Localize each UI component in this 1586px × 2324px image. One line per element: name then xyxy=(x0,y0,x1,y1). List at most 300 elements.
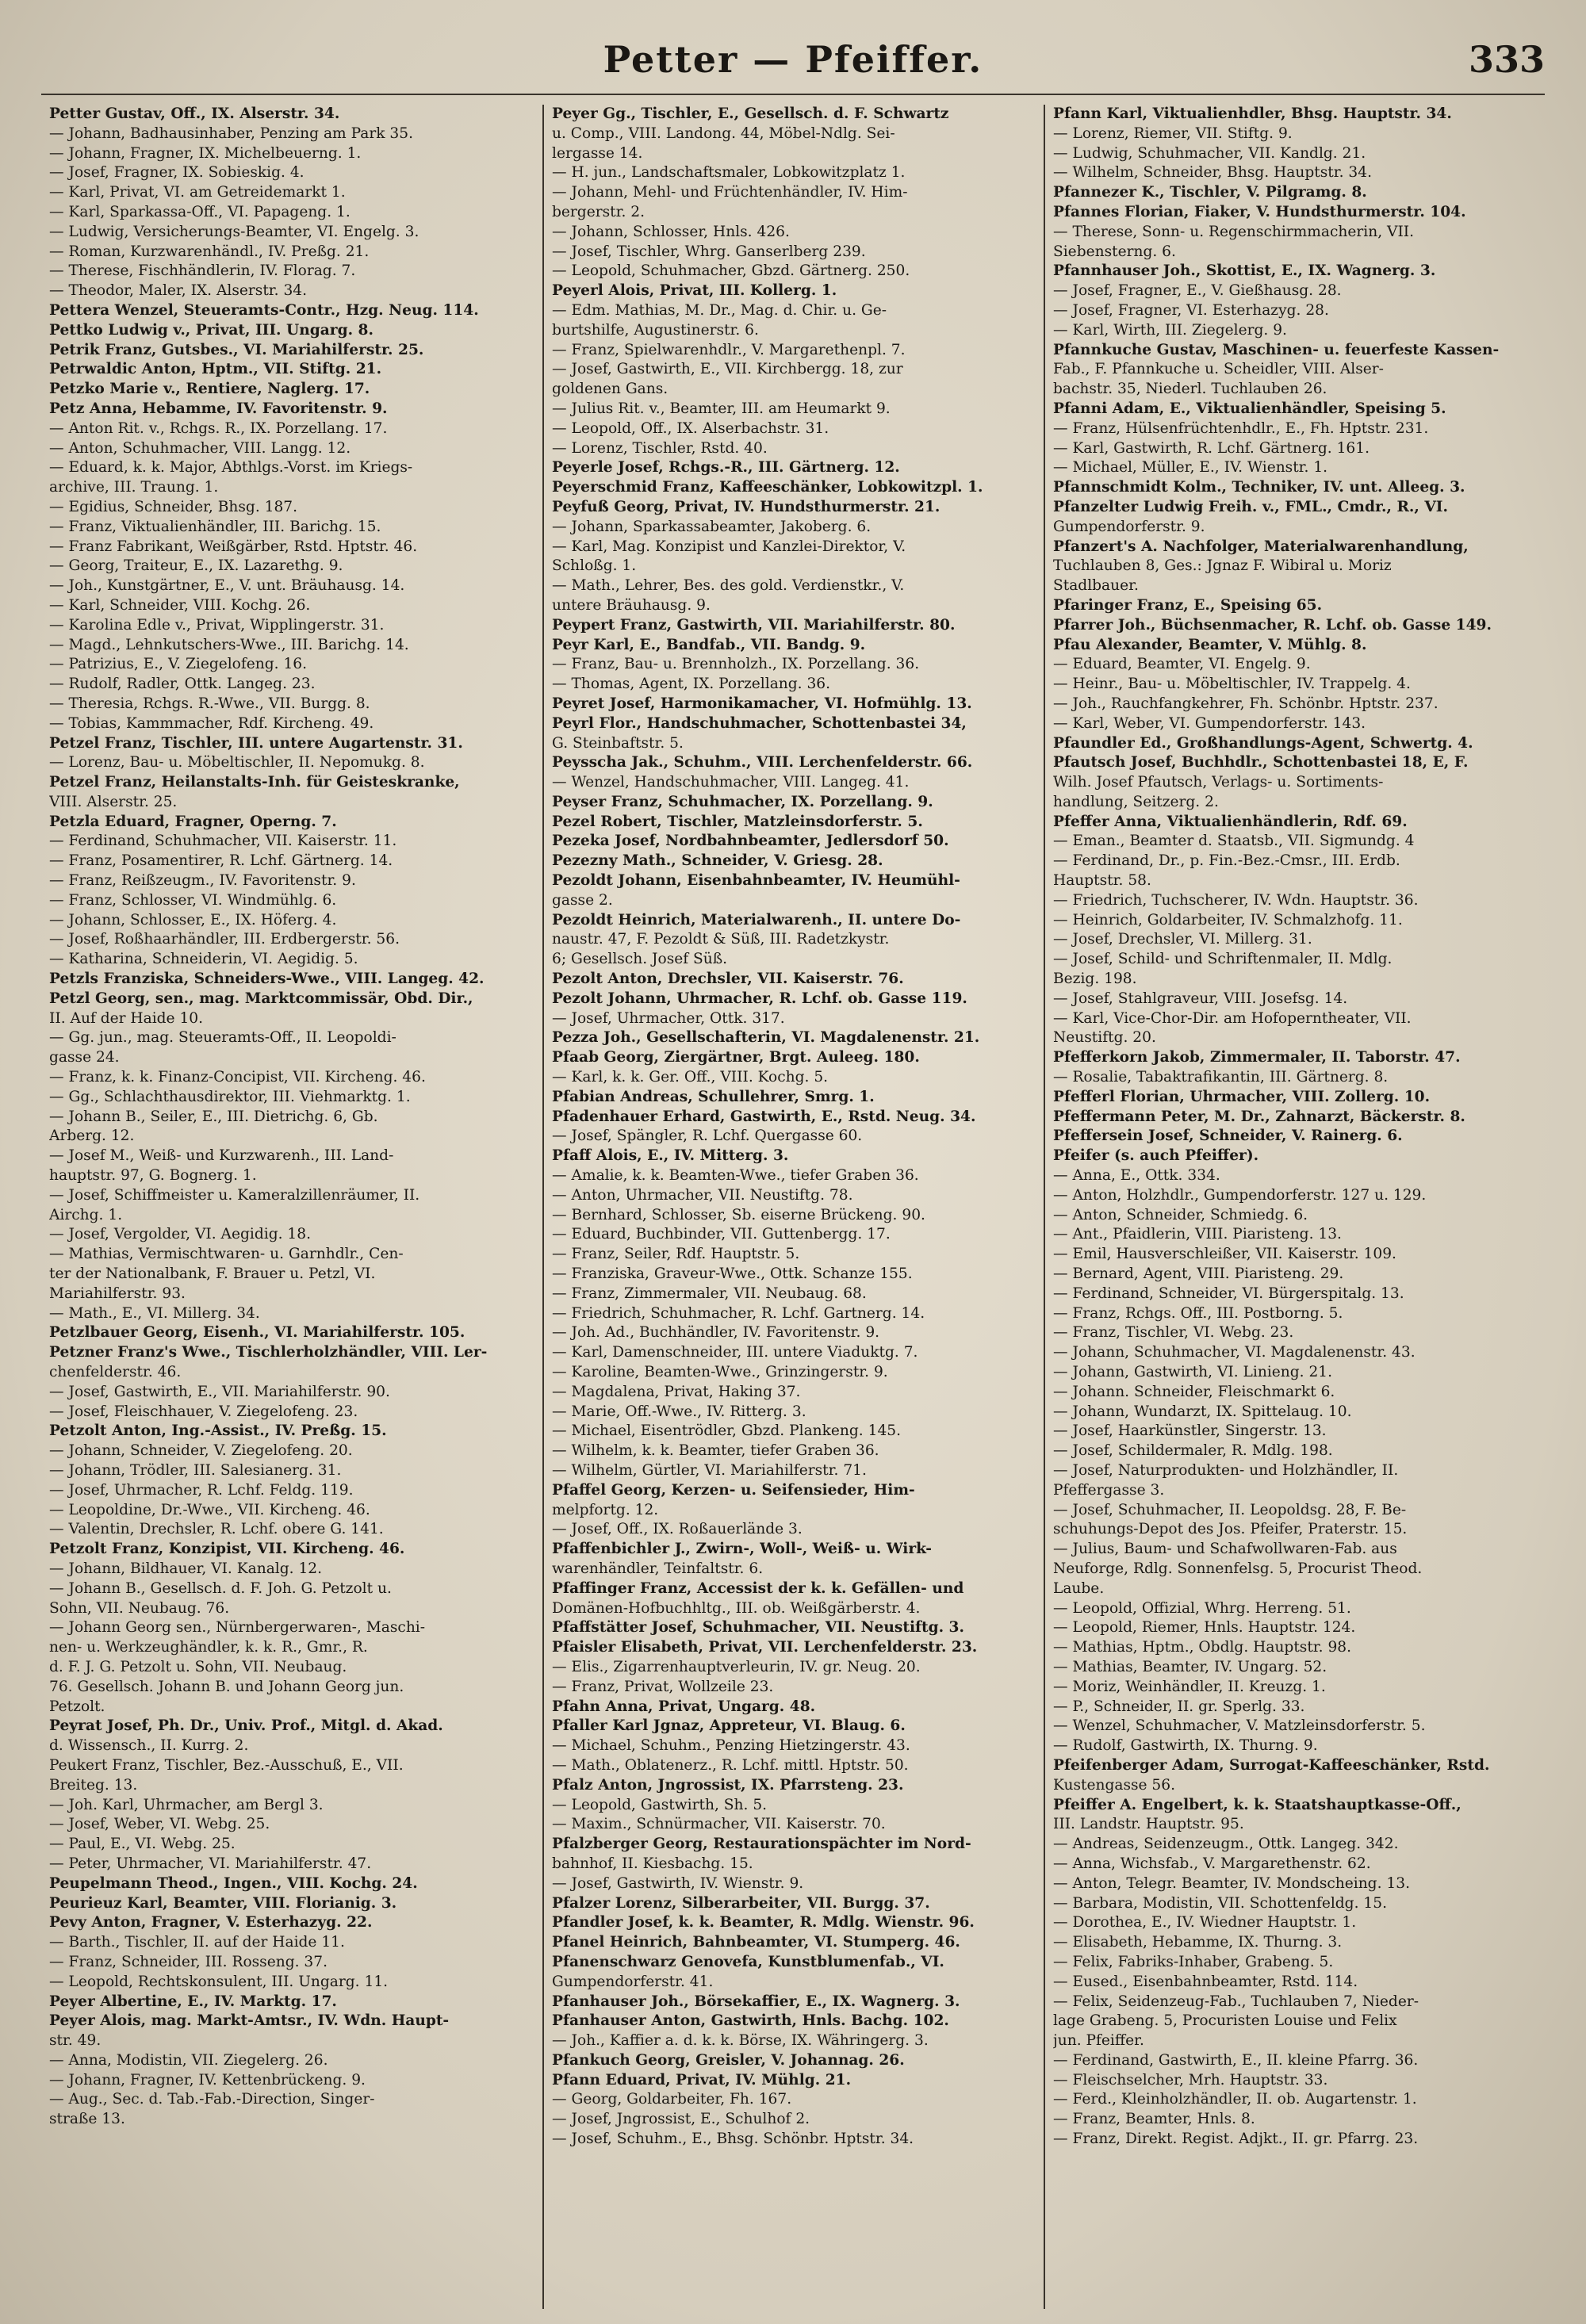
directory-entry: — Johann, Schlosser, E., IX. Höferg. 4. xyxy=(49,911,337,928)
directory-entry: — Marie, Off.-Wwe., IV. Ritterg. 3. xyxy=(552,1403,806,1420)
directory-entry: Pezza Joh., Gesellschafterin, VI. Magdalenenstr. 21. xyxy=(552,1029,980,1047)
directory-entry: — Wenzel, Schuhmacher, V. Matzleinsdorferstr. 5. xyxy=(1053,1717,1426,1735)
directory-entry: — Georg, Traiteur, E., IX. Lazarethg. 9. xyxy=(49,557,343,575)
directory-entry: Pezel Robert, Tischler, Matzleinsdorferstr. 5. xyxy=(552,813,923,830)
directory-entry: — Andreas, Seidenzeugm., Ottk. Langeg. 342. xyxy=(1053,1836,1399,1853)
directory-entry: Peyser Franz, Schuhmacher, IX. Porzellang. 9. xyxy=(552,793,933,810)
directory-entry: — Heinrich, Goldarbeiter, IV. Schmalzhofg. 11. xyxy=(1053,911,1403,928)
directory-entry: Pfalzer Lorenz, Silberarbeiter, VII. Burgg. 37. xyxy=(552,1894,930,1912)
directory-entry: Petzls Franziska, Schneiders-Wwe., VIII. Langeg. 42. xyxy=(49,971,485,988)
directory-entry: — Franz, Privat, Wollzeile 23. xyxy=(552,1678,774,1695)
directory-entry: — Barbara, Modistin, VII. Schottenfeldg. 15. xyxy=(1053,1894,1387,1912)
directory-entry: gasse 24. xyxy=(49,1049,120,1066)
directory-entry: 76. Gesellsch. Johann B. und Johann Georg jun. xyxy=(49,1678,404,1695)
directory-entry: handlung, Seitzerg. 2. xyxy=(1053,793,1219,810)
directory-entry: — Mathias, Vermischtwaren- u. Garnhdlr., Cen- xyxy=(49,1246,404,1263)
directory-entry: — Josef, Spängler, R. Lchf. Quergasse 60. xyxy=(552,1128,863,1145)
directory-entry: — Lorenz, Bau- u. Möbeltischler, II. Nepomukg. 8. xyxy=(49,754,425,771)
directory-entry: Peysscha Jak., Schuhm., VIII. Lerchenfelderstr. 66. xyxy=(552,754,973,771)
directory-entry: — Johann Georg sen., Nürnbergerwaren-, Maschi- xyxy=(49,1619,426,1637)
directory-entry: — Leopold, Gastwirth, Sh. 5. xyxy=(552,1796,768,1813)
directory-entry: — Johann, Badhausinhaber, Penzing am Park 35. xyxy=(49,124,413,142)
directory-entry: Breiteg. 13. xyxy=(49,1776,138,1794)
directory-entry: — Franz, Schneider, III. Rosseng. 37. xyxy=(49,1953,328,1970)
directory-entry: Pfabian Andreas, Schullehrer, Smrg. 1. xyxy=(552,1088,875,1105)
directory-entry: — Johann, Trödler, III. Salesianerg. 31. xyxy=(49,1461,342,1479)
directory-entry: Laube. xyxy=(1053,1579,1105,1597)
directory-entry: — Josef, Tischler, Whrg. Ganserlberg 239. xyxy=(552,243,866,260)
directory-entry: — Egidius, Schneider, Bhsg. 187. xyxy=(49,498,298,515)
directory-entry: — Josef, Uhrmacher, R. Lchf. Feldg. 119. xyxy=(49,1481,354,1499)
directory-entry: Pfaisler Elisabeth, Privat, VII. Lerchenfelderstr. 23. xyxy=(552,1639,978,1656)
directory-entry: — Moriz, Weinhändler, II. Kreuzg. 1. xyxy=(1053,1678,1326,1695)
directory-entry: — Josef, Off., IX. Roßauerlände 3. xyxy=(552,1521,803,1538)
directory-entry: Peyret Josef, Harmonikamacher, VI. Hofmühlg. 13. xyxy=(552,695,972,712)
directory-entry: — Anton, Uhrmacher, VII. Neustiftg. 78. xyxy=(552,1186,853,1204)
directory-entry: Peyrat Josef, Ph. Dr., Univ. Prof., Mitgl. d. Akad. xyxy=(49,1717,443,1735)
directory-entry: Pfanhauser Anton, Gastwirth, Hnls. Bachg. 102. xyxy=(552,2012,949,2030)
directory-entry: — Felix, Seidenzeug-Fab., Tuchlauben 7, Nieder- xyxy=(1053,1993,1419,2010)
page-header xyxy=(41,32,1545,95)
directory-entry: — Anna, E., Ottk. 334. xyxy=(1053,1167,1220,1185)
directory-entry: Pfann Eduard, Privat, IV. Mühlg. 21. xyxy=(552,2071,852,2089)
directory-entry: — Josef, Stahlgraveur, VIII. Josefsg. 14. xyxy=(1053,990,1348,1007)
directory-entry: — Karl, Privat, VI. am Getreidemarkt 1. xyxy=(49,184,346,201)
directory-entry: Petzner Franz's Wwe., Tischlerholzhändler, VIII. Ler- xyxy=(49,1344,488,1361)
directory-entry: Pfefferl Florian, Uhrmacher, VIII. Zollerg. 10. xyxy=(1053,1088,1431,1105)
directory-entry: — Franz, Tischler, VI. Webg. 23. xyxy=(1053,1324,1294,1342)
directory-entry: — Johann, Mehl- und Früchtenhändler, IV. Him- xyxy=(552,184,908,201)
directory-entry: — Leopold, Schuhmacher, Gbzd. Gärtnerg. 250. xyxy=(552,262,910,280)
directory-entry: Sohn, VII. Neubaug. 76. xyxy=(49,1599,230,1617)
directory-entry: Peyer Gg., Tischler, E., Gesellsch. d. F. Schwartz xyxy=(552,105,949,122)
directory-entry: Pfann Karl, Viktualienhdler, Bhsg. Hauptstr. 34. xyxy=(1053,105,1452,122)
directory-entry: — Bernard, Agent, VIII. Piaristeng. 29. xyxy=(1053,1265,1344,1283)
directory-entry: — Franz, Bau- u. Brennholzh., IX. Porzellang. 36. xyxy=(552,656,920,673)
directory-entry: — Johann. Schneider, Fleischmarkt 6. xyxy=(1053,1383,1335,1400)
directory-entry: — Johann, Schlosser, Hnls. 426. xyxy=(552,223,790,240)
directory-entry: — Wilhelm, k. k. Beamter, tiefer Graben 36. xyxy=(552,1442,879,1460)
directory-entry: — Dorothea, E., IV. Wiedner Hauptstr. 1. xyxy=(1053,1914,1357,1932)
directory-entry: Peyerl Alois, Privat, III. Kollerg. 1. xyxy=(552,282,837,300)
directory-entry: — Elis., Zigarrenhauptverleurin, IV. gr. Neug. 20. xyxy=(552,1658,921,1675)
directory-entry: Pfeffergasse 3. xyxy=(1053,1481,1165,1499)
directory-entry: Pfaringer Franz, E., Speising 65. xyxy=(1053,596,1323,614)
directory-entry: — Wenzel, Handschuhmacher, VIII. Langeg. 41. xyxy=(552,774,910,791)
directory-entry: — Johann, Schneider, V. Ziegelofeng. 20. xyxy=(49,1442,353,1460)
directory-entry: — Johann, Gastwirth, VI. Linieng. 21. xyxy=(1053,1364,1333,1380)
directory-entry: Pfau Alexander, Beamter, V. Mühlg. 8. xyxy=(1053,636,1367,653)
directory-entry: Pfeffersein Josef, Schneider, V. Rainerg. 6. xyxy=(1053,1128,1403,1145)
directory-entry: Petzolt. xyxy=(49,1698,105,1715)
directory-entry: Pfannezer K., Tischler, V. Pilgramg. 8. xyxy=(1053,184,1367,201)
directory-entry: — Heinr., Bau- u. Möbeltischler, IV. Trappelg. 4. xyxy=(1053,676,1411,693)
directory-entry: — Ferdinand, Schneider, VI. Bürgerspitalg. 13. xyxy=(1053,1285,1404,1302)
directory-entry: — Eused., Eisenbahnbeamter, Rstd. 114. xyxy=(1053,1973,1358,1990)
directory-entry: Bezig. 198. xyxy=(1053,971,1137,988)
directory-entry: Pfarrer Joh., Büchsenmacher, R. Lchf. ob. Gasse 149. xyxy=(1053,616,1492,634)
directory-entry: — Franz, Posamentirer, R. Lchf. Gärtnerg. 14. xyxy=(49,852,393,870)
directory-entry: Pfankuch Georg, Greisler, V. Johannag. 26. xyxy=(552,2051,905,2069)
directory-entry: — Josef, Drechsler, VI. Millerg. 31. xyxy=(1053,931,1312,948)
directory-entry: — Franziska, Graveur-Wwe., Ottk. Schanze 155. xyxy=(552,1265,913,1283)
directory-entry: — Franz, Schlosser, VI. Windmühlg. 6. xyxy=(49,891,337,909)
directory-entry: Pfanzert's A. Nachfolger, Materialwarenhandlung, xyxy=(1053,538,1469,555)
directory-entry: Peurieuz Karl, Beamter, VIII. Florianig. 3. xyxy=(49,1894,397,1912)
directory-entry: Petzla Eduard, Fragner, Operng. 7. xyxy=(49,813,337,830)
directory-entry: Gumpendorferstr. 41. xyxy=(552,1973,714,1990)
directory-entry: — Josef, Fragner, E., V. Gießhausg. 28. xyxy=(1053,282,1342,300)
column-3 xyxy=(1044,105,1545,2309)
directory-entry: — Anton, Schneider, Schmiedg. 6. xyxy=(1053,1206,1308,1223)
directory-entry: Pfaffstätter Josef, Schuhmacher, VII. Neustiftg. 3. xyxy=(552,1619,964,1637)
directory-entry: — Lorenz, Tischler, Rstd. 40. xyxy=(552,439,768,457)
directory-entry: Pevy Anton, Fragner, V. Esterhazyg. 22. xyxy=(49,1914,373,1932)
directory-entry: — Josef, Roßhaarhändler, III. Erdbergerstr. 56. xyxy=(49,931,400,948)
directory-entry: — Wilhelm, Gürtler, VI. Mariahilferstr. 71. xyxy=(552,1461,867,1479)
directory-entry: — Franz, Spielwarenhdlr., V. Margarethenpl. 7. xyxy=(552,341,906,358)
directory-entry: — Eduard, Beamter, VI. Engelg. 9. xyxy=(1053,656,1311,673)
directory-entry: — Rosalie, Tabaktrafikantin, III. Gärtnerg. 8. xyxy=(1053,1069,1389,1086)
directory-entry: — Johann B., Gesellsch. d. F. Joh. G. Petzolt u. xyxy=(49,1579,392,1597)
directory-entry: — Josef M., Weiß- und Kurzwarenh., III. Land- xyxy=(49,1147,394,1165)
directory-entry: — Karl, Weber, VI. Gumpendorferstr. 143. xyxy=(1053,714,1366,732)
directory-entry: — Mathias, Beamter, IV. Ungarg. 52. xyxy=(1053,1658,1327,1675)
directory-entry: Pfaffenbichler J., Zwirn-, Woll-, Weiß- u. Wirk- xyxy=(552,1541,932,1558)
directory-entry: — Roman, Kurzwarenhändl., IV. Preßg. 21. xyxy=(49,243,370,260)
directory-entry: Tuchlauben 8, Ges.: Jgnaz F. Wibiral u. Moriz xyxy=(1053,557,1392,575)
directory-entry: untere Bräuhausg. 9. xyxy=(552,596,711,614)
directory-entry: Pfaab Georg, Ziergärtner, Brgt. Auleeg. 180. xyxy=(552,1049,920,1066)
directory-columns xyxy=(41,105,1545,2309)
directory-entry: — Leopoldine, Dr.-Wwe., VII. Kircheng. 46. xyxy=(49,1501,370,1518)
directory-entry: — Emil, Hausverschleißer, VII. Kaiserstr. 109. xyxy=(1053,1246,1396,1263)
directory-entry: Pezoldt Johann, Eisenbahnbeamter, IV. Heumühl- xyxy=(552,872,960,890)
directory-entry: archive, III. Traung. 1. xyxy=(49,479,219,496)
directory-entry: — Math., Lehrer, Bes. des gold. Verdienstkr., V. xyxy=(552,577,905,595)
directory-entry: — Josef, Haarkünstler, Singerstr. 13. xyxy=(1053,1422,1327,1440)
directory-entry: Pezezny Math., Schneider, V. Griesg. 28. xyxy=(552,852,883,870)
directory-entry: Airchg. 1. xyxy=(49,1206,123,1223)
directory-entry: — Eduard, Buchbinder, VII. Guttenbergg. 17. xyxy=(552,1226,891,1243)
directory-entry: — Josef, Schuhmacher, II. Leopoldsg. 28, F. Be- xyxy=(1053,1501,1407,1518)
directory-entry: Peyfuß Georg, Privat, IV. Hundsthurmerstr. 21. xyxy=(552,498,940,515)
directory-entry: ter der Nationalbank, F. Brauer u. Petzl, VI. xyxy=(49,1265,376,1283)
directory-entry: — Josef, Uhrmacher, Ottk. 317. xyxy=(552,1009,785,1027)
directory-entry: — Anton Rit. v., Rchgs. R., IX. Porzellang. 17. xyxy=(49,419,388,437)
directory-entry: — Julius, Baum- und Schafwollwaren-Fab. aus xyxy=(1053,1541,1397,1558)
directory-entry: Pfanzelter Ludwig Freih. v., FML., Cmdr., R., VI. xyxy=(1053,498,1448,515)
directory-entry: — Johann, Fragner, IX. Michelbeuerng. 1. xyxy=(49,144,362,162)
directory-entry: lergasse 14. xyxy=(552,144,643,162)
directory-entry: Peupelmann Theod., Ingen., VIII. Kochg. 24. xyxy=(49,1874,418,1892)
directory-entry: — Barth., Tischler, II. auf der Haide 11. xyxy=(49,1934,345,1951)
directory-entry: — Josef, Schild- und Schriftenmaler, II. Mdlg. xyxy=(1053,951,1393,968)
directory-entry: — Karl, Mag. Konzipist und Kanzlei-Direktor, V. xyxy=(552,538,906,555)
directory-entry: — Franz, Hülsenfrüchtenhdlr., E., Fh. Hptstr. 231. xyxy=(1053,419,1429,437)
directory-entry: — Josef, Weber, VI. Webg. 25. xyxy=(49,1816,270,1833)
directory-entry: — Josef, Vergolder, VI. Aegidig. 18. xyxy=(49,1226,311,1243)
directory-entry: Pfannschmidt Kolm., Techniker, IV. unt. Alleeg. 3. xyxy=(1053,479,1465,496)
directory-entry: — Peter, Uhrmacher, VI. Mariahilferstr. 47. xyxy=(49,1855,372,1872)
directory-entry: — Johann, Schuhmacher, VI. Magdalenenstr. 43. xyxy=(1053,1344,1416,1361)
directory-entry: Petzlbauer Georg, Eisenh., VI. Mariahilferstr. 105. xyxy=(49,1324,465,1342)
directory-entry: Pfanenschwarz Genovefa, Kunstblumenfab., VI. xyxy=(552,1953,944,1970)
directory-entry: Pfaff Alois, E., IV. Mitterg. 3. xyxy=(552,1147,789,1165)
directory-entry: — Josef, Fleischhauer, V. Ziegelofeng. 23. xyxy=(49,1403,358,1420)
directory-entry: Pfadenhauer Erhard, Gastwirth, E., Rstd. Neug. 34. xyxy=(552,1108,976,1125)
directory-entry: lage Grabeng. 5, Procuristen Louise und Felix xyxy=(1053,2012,1397,2030)
directory-entry: — Lorenz, Riemer, VII. Stiftg. 9. xyxy=(1053,124,1293,142)
directory-entry: — Friedrich, Schuhmacher, R. Lchf. Gartnerg. 14. xyxy=(552,1304,925,1322)
directory-entry: Pfaundler Ed., Großhandlungs-Agent, Schwertg. 4. xyxy=(1053,734,1473,752)
directory-entry: — Leopold, Riemer, Hnls. Hauptstr. 124. xyxy=(1053,1619,1356,1637)
directory-entry: — Tobias, Kammmacher, Rdf. Kircheng. 49. xyxy=(49,714,374,732)
directory-entry: — Rudolf, Gastwirth, IX. Thurng. 9. xyxy=(1053,1737,1318,1755)
directory-entry: Pezolt Johann, Uhrmacher, R. Lchf. ob. Gasse 119. xyxy=(552,990,967,1007)
directory-entry: — Johann, Wundarzt, IX. Spittelaug. 10. xyxy=(1053,1403,1352,1420)
directory-entry: III. Landstr. Hauptstr. 95. xyxy=(1053,1816,1244,1833)
directory-entry: — Bernhard, Schlosser, Sb. eiserne Brückeng. 90. xyxy=(552,1206,925,1223)
directory-entry: — Karolina Edle v., Privat, Wipplingerstr. 31. xyxy=(49,616,385,634)
directory-entry: — Aug., Sec. d. Tab.-Fab.-Direction, Singer- xyxy=(49,2091,375,2108)
directory-entry: Schloßg. 1. xyxy=(552,557,637,575)
directory-entry: — Ferdinand, Gastwirth, E., II. kleine Pfarrg. 36. xyxy=(1053,2051,1419,2069)
directory-entry: nen- u. Werkzeughändler, k. k. R., Gmr., R. xyxy=(49,1639,368,1656)
directory-entry: — Franz, Rchgs. Off., III. Postborng. 5. xyxy=(1053,1304,1343,1322)
directory-entry: Arberg. 12. xyxy=(49,1128,135,1145)
directory-entry: — Johann, Fragner, IV. Kettenbrückeng. 9. xyxy=(49,2071,366,2089)
directory-entry: — Josef, Schuhm., E., Bhsg. Schönbr. Hptstr. 34. xyxy=(552,2131,914,2148)
directory-entry: — P., Schneider, II. gr. Sperlg. 33. xyxy=(1053,1698,1305,1715)
directory-entry: — Math., E., VI. Millerg. 34. xyxy=(49,1304,260,1322)
directory-entry: — Patrizius, E., V. Ziegelofeng. 16. xyxy=(49,656,308,673)
directory-entry: bahnhof, II. Kiesbachg. 15. xyxy=(552,1855,753,1872)
directory-entry: Peyr Karl, E., Bandfab., VII. Bandg. 9. xyxy=(552,636,866,653)
directory-entry: Mariahilferstr. 93. xyxy=(49,1285,186,1302)
directory-entry: — Joh. Ad., Buchhändler, IV. Favoritenstr. 9. xyxy=(552,1324,880,1342)
directory-entry: Fab., F. Pfannkuche u. Scheidler, VIII. Alser- xyxy=(1053,361,1384,378)
directory-entry: — Karl, k. k. Ger. Off., VIII. Kochg. 5. xyxy=(552,1069,829,1086)
directory-entry: Pfeifenberger Adam, Surrogat-Kaffeeschänker, Rstd. xyxy=(1053,1756,1490,1774)
directory-entry: — Johann, Sparkassabeamter, Jakoberg. 6. xyxy=(552,518,872,535)
directory-entry: Pezolt Anton, Drechsler, VII. Kaiserstr. 76. xyxy=(552,971,904,988)
directory-entry: bachstr. 35, Niederl. Tuchlauben 26. xyxy=(1053,381,1327,398)
directory-entry: chenfelderstr. 46. xyxy=(49,1364,182,1380)
directory-entry: Petzel Franz, Heilanstalts-Inh. für Geisteskranke, xyxy=(49,774,460,791)
directory-entry: schuhungs-Depot des Jos. Pfeifer, Praterstr. 15. xyxy=(1053,1521,1408,1538)
directory-entry: Pfanel Heinrich, Bahnbeamter, VI. Stumperg. 46. xyxy=(552,1934,960,1951)
directory-entry: Petzl Georg, sen., mag. Marktcommissär, Obd. Dir., xyxy=(49,990,473,1007)
directory-entry: — Karl, Schneider, VIII. Kochg. 26. xyxy=(49,596,311,614)
directory-entry: — Ferd., Kleinholzhändler, II. ob. Augartenstr. 1. xyxy=(1053,2091,1417,2108)
directory-entry: Pfeffer Anna, Viktualienhändlerin, Rdf. 69. xyxy=(1053,813,1408,830)
directory-entry: II. Auf der Haide 10. xyxy=(49,1009,204,1027)
directory-entry: — Karl, Gastwirth, R. Lchf. Gärtnerg. 161. xyxy=(1053,439,1370,457)
directory-entry: — Ferdinand, Dr., p. Fin.-Bez.-Cmsr., III. Erdb. xyxy=(1053,852,1400,870)
directory-entry: Pfaffel Georg, Kerzen- u. Seifensieder, Him- xyxy=(552,1481,915,1499)
directory-entry: — Franz, Zimmermaler, VII. Neubaug. 68. xyxy=(552,1285,867,1302)
directory-entry: Petrwaldic Anton, Hptm., VII. Stiftg. 21. xyxy=(49,361,382,378)
directory-entry: Pfahn Anna, Privat, Ungarg. 48. xyxy=(552,1698,816,1715)
directory-entry: Pfanni Adam, E., Viktualienhändler, Speising 5. xyxy=(1053,400,1446,417)
directory-entry: Neuforge, Rdlg. Sonnenfelsg. 5, Procurist Theod. xyxy=(1053,1560,1423,1577)
directory-entry: — Joh., Kunstgärtner, E., V. unt. Bräuhausg. 14. xyxy=(49,577,405,595)
directory-entry: — Joh., Kaffier a. d. k. k. Börse, IX. Währingerg. 3. xyxy=(552,2032,929,2050)
directory-entry: Pettko Ludwig v., Privat, III. Ungarg. 8. xyxy=(49,321,374,339)
directory-entry: naustr. 47, F. Pezoldt & Süß, III. Radetzkystr. xyxy=(552,931,890,948)
directory-entry: melpfortg. 12. xyxy=(552,1501,659,1518)
directory-entry: Pezeka Josef, Nordbahnbeamter, Jedlersdorf 50. xyxy=(552,833,949,850)
directory-entry: — Franz, Reißzeugm., IV. Favoritenstr. 9. xyxy=(49,872,356,890)
directory-entry: bergerstr. 2. xyxy=(552,203,646,220)
directory-entry: straße 13. xyxy=(49,2111,125,2128)
directory-entry: — Magd., Lehnkutschers-Wwe., III. Barichg. 14. xyxy=(49,636,409,653)
directory-entry: — Ant., Pfaidlerin, VIII. Piaristeng. 13. xyxy=(1053,1226,1342,1243)
directory-entry: — Theresia, Rchgs. R.-Wwe., VII. Burgg. 8. xyxy=(49,695,370,712)
directory-entry: Pettera Wenzel, Steueramts-Contr., Hzg. Neug. 114. xyxy=(49,301,479,319)
directory-entry: — Georg, Goldarbeiter, Fh. 167. xyxy=(552,2091,792,2108)
directory-entry: — Karl, Sparkassa-Off., VI. Papageng. 1. xyxy=(49,203,351,220)
directory-entry: Petzel Franz, Tischler, III. untere Augartenstr. 31. xyxy=(49,734,463,752)
directory-entry: u. Comp., VIII. Landong. 44, Möbel-Ndlg. Sei- xyxy=(552,124,895,142)
directory-entry: — Josef, Fragner, IX. Sobieskig. 4. xyxy=(49,164,305,182)
directory-entry: — Ferdinand, Schuhmacher, VII. Kaiserstr. 11. xyxy=(49,833,397,850)
directory-entry: hauptstr. 97, G. Bognerg. 1. xyxy=(49,1167,257,1185)
directory-entry: — Anton, Schuhmacher, VIII. Langg. 12. xyxy=(49,439,351,457)
column-1 xyxy=(41,105,542,2309)
directory-entry: Hauptstr. 58. xyxy=(1053,872,1151,890)
directory-entry: — Edm. Mathias, M. Dr., Mag. d. Chir. u. Ge- xyxy=(552,301,887,319)
directory-entry: — Franz, k. k. Finanz-Concipist, VII. Kircheng. 46. xyxy=(49,1069,426,1086)
directory-entry: Gumpendorferstr. 9. xyxy=(1053,518,1205,535)
directory-entry: Petzolt Anton, Ing.-Assist., IV. Preßg. 15. xyxy=(49,1422,387,1440)
directory-entry: Petrik Franz, Gutsbes., VI. Mariahilferstr. 25. xyxy=(49,341,424,358)
directory-entry: — Josef, Jngrossist, E., Schulhof 2. xyxy=(552,2111,810,2128)
directory-entry: goldenen Gans. xyxy=(552,381,668,398)
directory-entry: Domänen-Hofbuchhltg., III. ob. Weißgärberstr. 4. xyxy=(552,1599,921,1617)
directory-entry: d. Wissensch., II. Kurrg. 2. xyxy=(49,1737,249,1755)
directory-entry: Peyer Albertine, E., IV. Marktg. 17. xyxy=(49,1993,337,2010)
directory-entry: — Johann, Bildhauer, VI. Kanalg. 12. xyxy=(49,1560,323,1577)
directory-entry: Pezoldt Heinrich, Materialwarenh., II. untere Do- xyxy=(552,911,961,928)
directory-entry: — Friedrich, Tuchscherer, IV. Wdn. Hauptstr. 36. xyxy=(1053,891,1419,909)
directory-entry: — Michael, Müller, E., IV. Wienstr. 1. xyxy=(1053,459,1328,477)
directory-entry: burtshilfe, Augustinerstr. 6. xyxy=(552,321,759,339)
directory-entry: — Josef, Gastwirth, E., VII. Mariahilferstr. 90. xyxy=(49,1383,390,1400)
directory-entry: — Karoline, Beamten-Wwe., Grinzingerstr. 9. xyxy=(552,1364,888,1380)
directory-entry: — Mathias, Hptm., Obdlg. Hauptstr. 98. xyxy=(1053,1639,1352,1656)
directory-entry: — Fleischselcher, Mrh. Hauptstr. 33. xyxy=(1053,2071,1328,2089)
directory-entry: — Joh. Karl, Uhrmacher, am Bergl 3. xyxy=(49,1796,324,1813)
directory-entry: — Josef, Gastwirth, E., VII. Kirchbergg. 18, zur xyxy=(552,361,903,378)
directory-entry: — Rudolf, Radler, Ottk. Langeg. 23. xyxy=(49,676,316,693)
directory-entry: — Eman., Beamter d. Staatsb., VII. Sigmundg. 4 xyxy=(1053,833,1415,850)
directory-entry: d. F. J. G. Petzolt u. Sohn, VII. Neubaug. xyxy=(49,1658,347,1675)
directory-entry: Pfannes Florian, Fiaker, V. Hundsthurmerstr. 104. xyxy=(1053,203,1466,220)
directory-entry: Petzko Marie v., Rentiere, Naglerg. 17. xyxy=(49,381,370,398)
directory-entry: — Gg. jun., mag. Steueramts-Off., II. Leopoldi- xyxy=(49,1029,396,1047)
directory-entry: — Amalie, k. k. Beamten-Wwe., tiefer Graben 36. xyxy=(552,1167,919,1185)
directory-entry: — Michael, Eisentrödler, Gbzd. Plankeng. 145. xyxy=(552,1422,902,1440)
directory-entry: — Franz, Beamter, Hnls. 8. xyxy=(1053,2111,1255,2128)
directory-entry: — Johann B., Seiler, E., III. Dietrichg. 6, Gb. xyxy=(49,1108,378,1125)
directory-entry: — Anna, Wichsfab., V. Margarethenstr. 62. xyxy=(1053,1855,1371,1872)
directory-entry: — Leopold, Off., IX. Alserbachstr. 31. xyxy=(552,419,829,437)
directory-entry: — Leopold, Rechtskonsulent, III. Ungarg. 11. xyxy=(49,1973,389,1990)
directory-entry: — Ludwig, Versicherungs-Beamter, VI. Engelg. 3. xyxy=(49,223,419,240)
directory-entry: Pfaller Karl Jgnaz, Appreteur, VI. Blaug. 6. xyxy=(552,1717,906,1735)
directory-entry: — Josef, Naturprodukten- und Holzhändler, II. xyxy=(1053,1461,1399,1479)
directory-entry: Stadlbauer. xyxy=(1053,577,1139,595)
directory-entry: Siebensterng. 6. xyxy=(1053,243,1176,260)
directory-entry: Neustiftg. 20. xyxy=(1053,1029,1156,1047)
directory-entry: Petz Anna, Hebamme, IV. Favoritenstr. 9. xyxy=(49,400,388,417)
directory-entry: — Felix, Fabriks-Inhaber, Grabeng. 5. xyxy=(1053,1953,1334,1970)
directory-entry: — Michael, Schuhm., Penzing Hietzingerstr. 43. xyxy=(552,1737,910,1755)
directory-entry: — Eduard, k. k. Major, Abthlgs.-Vorst. im Kriegs- xyxy=(49,459,413,477)
page-number: 333 xyxy=(1468,38,1545,81)
directory-entry: — Magdalena, Privat, Haking 37. xyxy=(552,1383,801,1400)
directory-entry: — Anna, Modistin, VII. Ziegelerg. 26. xyxy=(49,2051,328,2069)
directory-entry: — Josef, Gastwirth, IV. Wienstr. 9. xyxy=(552,1874,804,1892)
directory-entry: VIII. Alserstr. 25. xyxy=(49,793,178,810)
directory-entry: — Josef, Fragner, VI. Esterhazyg. 28. xyxy=(1053,301,1329,319)
directory-entry: Peypert Franz, Gastwirth, VII. Mariahilferstr. 80. xyxy=(552,616,956,634)
directory-entry: — Theodor, Maler, IX. Alserstr. 34. xyxy=(49,282,308,300)
directory-entry: Pfandler Josef, k. k. Beamter, R. Mdlg. Wienstr. 96. xyxy=(552,1914,975,1932)
directory-entry: — Katharina, Schneiderin, VI. Aegidig. 5. xyxy=(49,951,358,968)
directory-entry: Wilh. Josef Pfautsch, Verlags- u. Sortiments- xyxy=(1053,774,1384,791)
directory-entry: — Karl, Wirth, III. Ziegelerg. 9. xyxy=(1053,321,1287,339)
directory-entry: — Joh., Rauchfangkehrer, Fh. Schönbr. Hptstr. 237. xyxy=(1053,695,1439,712)
directory-entry: Pfeifer (s. auch Pfeiffer). xyxy=(1053,1147,1259,1165)
directory-entry: — Therese, Fischhändlerin, IV. Florag. 7. xyxy=(49,262,356,280)
column-2 xyxy=(542,105,1044,2309)
directory-entry: Petter Gustav, Off., IX. Alserstr. 34. xyxy=(49,105,340,122)
directory-entry: — Paul, E., VI. Webg. 25. xyxy=(49,1836,236,1853)
directory-entry: str. 49. xyxy=(49,2032,102,2050)
directory-entry: — Wilhelm, Schneider, Bhsg. Hauptstr. 34. xyxy=(1053,164,1372,182)
directory-entry: — Josef, Schiffmeister u. Kameralzillenräumer, II. xyxy=(49,1186,420,1204)
directory-entry: Pfalzberger Georg, Restaurationspächter im Nord- xyxy=(552,1836,971,1853)
directory-entry: Pfannhauser Joh., Skottist, E., IX. Wagnerg. 3. xyxy=(1053,262,1436,280)
directory-entry: — Elisabeth, Hebamme, IX. Thurng. 3. xyxy=(1053,1934,1343,1951)
directory-entry: — Franz Fabrikant, Weißgärber, Rstd. Hptstr. 46. xyxy=(49,538,418,555)
directory-entry: — Ludwig, Schuhmacher, VII. Kandlg. 21. xyxy=(1053,144,1366,162)
directory-entry: Pfanhauser Joh., Börsekaffier, E., IX. Wagnerg. 3. xyxy=(552,1993,960,2010)
directory-entry: — Gg., Schlachthausdirektor, III. Viehmarktg. 1. xyxy=(49,1088,411,1105)
directory-entry: jun. Pfeiffer. xyxy=(1053,2032,1144,2050)
directory-entry: Petzolt Franz, Konzipist, VII. Kircheng. 46. xyxy=(49,1541,405,1558)
directory-entry: Peyerschmid Franz, Kaffeeschänker, Lobkowitzpl. 1. xyxy=(552,479,983,496)
directory-entry: Peukert Franz, Tischler, Bez.-Ausschuß, E., VII. xyxy=(49,1756,404,1774)
directory-entry: Pfannkuche Gustav, Maschinen- u. feuerfeste Kassen- xyxy=(1053,341,1500,358)
directory-entry: — Therese, Sonn- u. Regenschirmmacherin, VII. xyxy=(1053,223,1415,240)
directory-entry: gasse 2. xyxy=(552,891,613,909)
directory-entry: — Valentin, Drechsler, R. Lchf. obere G. 141. xyxy=(49,1521,384,1538)
directory-entry: — Josef, Schildermaler, R. Mdlg. 198. xyxy=(1053,1442,1333,1460)
directory-entry: Peyer Alois, mag. Markt-Amtsr., IV. Wdn. Haupt- xyxy=(49,2012,450,2030)
directory-entry: — Franz, Seiler, Rdf. Hauptstr. 5. xyxy=(552,1246,800,1263)
directory-entry: Pfefferkorn Jakob, Zimmermaler, II. Taborstr. 47. xyxy=(1053,1049,1461,1066)
directory-entry: Peyrl Flor., Handschuhmacher, Schottenbastei 34, xyxy=(552,714,967,732)
directory-entry: Pfeiffer A. Engelbert, k. k. Staatshauptkasse-Off., xyxy=(1053,1796,1461,1813)
directory-entry: Pfautsch Josef, Buchhdlr., Schottenbastei 18, E, F. xyxy=(1053,754,1469,771)
directory-entry: — Anton, Holzhdlr., Gumpendorferstr. 127 u. 129. xyxy=(1053,1186,1427,1204)
directory-entry: — Math., Oblatenerz., R. Lchf. mittl. Hptstr. 50. xyxy=(552,1756,909,1774)
directory-entry: Peyerle Josef, Rchgs.-R., III. Gärtnerg. 12. xyxy=(552,459,900,477)
